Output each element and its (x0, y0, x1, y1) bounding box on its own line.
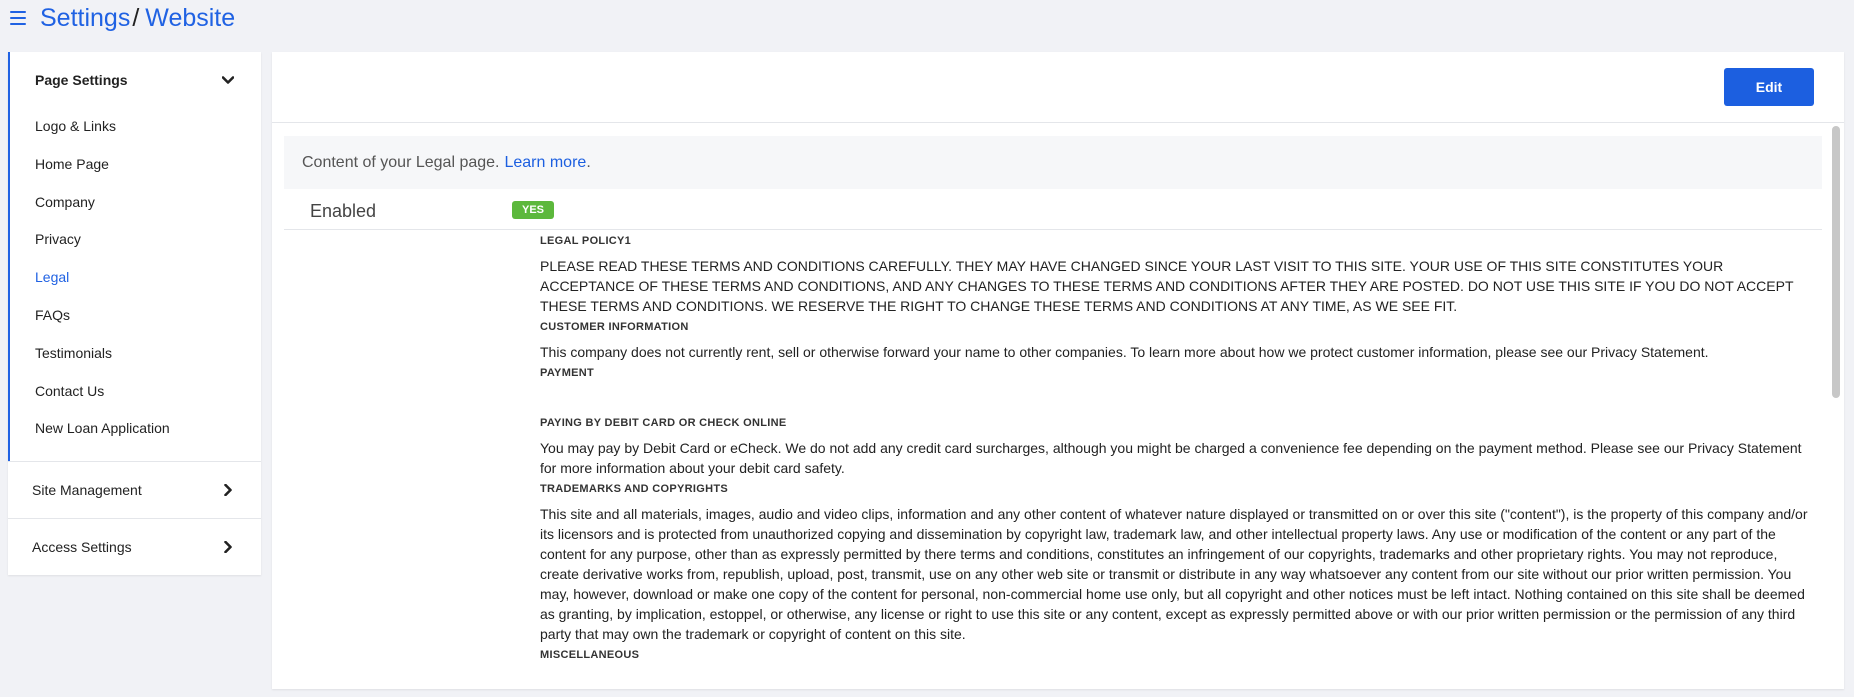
breadcrumb (40, 3, 235, 33)
top-bar (0, 0, 235, 36)
section-text-payment-empty (540, 388, 1812, 412)
chevron-right-icon (221, 483, 235, 497)
edit-button[interactable]: Edit (1724, 68, 1814, 106)
learn-more-link[interactable]: Learn more (504, 153, 587, 171)
section-title-payment: PAYMENT (540, 367, 595, 379)
sidebar-group-header-page-settings[interactable] (10, 52, 261, 108)
breadcrumb-separator: / (132, 4, 140, 32)
breadcrumb-settings[interactable]: Settings (40, 4, 131, 32)
enabled-label: Enabled (310, 201, 377, 221)
section-text-trademarks: This site and all materials, images, audio and video clips, information and any other content of whatever nature displayed or transmitted on or over this site ("content"), is the property of this company and/or its licensors and is protected from unauthorized copying and dissemination by copyright law, trademark law, and other intellectual property laws. Any use or modification of the content or any part of the content for any purpose, other than as expressly permitted by there terms and conditions, constitutes an infringement of our copyrights, trademarks and other proprietary rights. You may not reproduce, create derivative works from, republish, upload, post, transmit, use on any other web site or transmit or distribute in any way whatsoever any content from our site without our prior written permission. You may, however, download or make one copy of the content for personal, non-commercial home use only, but all copyright and other notices must be left intact. Nothing contained on this site shall be deemed as granting, by implication, estoppel, or otherwise, any license or right to use this site or any content, except as expressly permitted above or with our prior written permission or the permission of any third party that may own the trademark or copyright of content on this site. (540, 506, 1808, 642)
hamburger-menu-icon[interactable] (10, 11, 26, 25)
info-period: . (586, 153, 591, 171)
section-title-legal-policy: LEGAL POLICY1 (540, 235, 632, 247)
sidebar (8, 52, 261, 575)
section-title-miscellaneous: MISCELLANEOUS (540, 649, 640, 661)
sidebar-group-label: Site Management (32, 482, 142, 498)
sidebar-group-header-site-management[interactable] (8, 462, 261, 518)
sidebar-item-testimonials[interactable]: Testimonials (35, 344, 113, 361)
breadcrumb-website[interactable]: Website (145, 4, 236, 32)
enabled-row (284, 197, 1822, 230)
sidebar-item-privacy[interactable]: Privacy (35, 231, 81, 248)
legal-content (540, 233, 1812, 663)
sidebar-item-new-loan-application[interactable]: New Loan Application (35, 420, 170, 437)
section-title-trademarks: TRADEMARKS AND COPYRIGHTS (540, 483, 728, 495)
sidebar-group-page-settings (8, 52, 261, 461)
main-panel (272, 52, 1844, 689)
section-text-customer-information: This company does not currently rent, sell or otherwise forward your name to other companies. To learn more about how we protect customer information, please see our Privacy Statement. (540, 344, 1709, 360)
chevron-down-icon (221, 73, 235, 87)
section-text-legal-policy: PLEASE READ THESE TERMS AND CONDITIONS CAREFULLY. THEY MAY HAVE CHANGED SINCE YOUR LAST VISIT TO THIS SITE. YOUR USE OF THIS SITE CONSTITUTES YOUR ACCEPTANCE OF THESE TERMS AND CONDITIONS, AND ANY CHANGES TO THESE TERMS AND CONDITIONS AFTER THEY ARE POSTED. DO NOT USE THIS SITE IF YOU DO NOT ACCEPT THESE TERMS AND CONDITIONS. WE RESERVE THE RIGHT TO CHANGE THESE TERMS AND CONDITIONS AT ANY TIME, AS WE SEE FIT. (540, 258, 1794, 314)
sidebar-item-company[interactable]: Company (35, 193, 95, 210)
sidebar-group-label: Access Settings (32, 539, 132, 555)
chevron-right-icon (221, 540, 235, 554)
section-title-customer-information: CUSTOMER INFORMATION (540, 321, 689, 333)
section-title-paying-debit: PAYING BY DEBIT CARD OR CHECK ONLINE (540, 417, 787, 429)
info-text: Content of your Legal page. (302, 153, 500, 171)
sidebar-item-legal[interactable]: Legal (35, 269, 70, 286)
scrollbar-thumb[interactable] (1832, 126, 1840, 398)
sidebar-item-contact-us[interactable]: Contact Us (35, 382, 105, 399)
info-box (284, 136, 1822, 189)
sidebar-item-faqs[interactable]: FAQs (35, 306, 71, 323)
sidebar-group-header-access-settings[interactable] (8, 519, 261, 575)
section-text-paying-debit: You may pay by Debit Card or eCheck. We do not add any credit card surcharges, although you might be charged a convenience fee depending on the payment method. Please see our Privacy Statement for more information about your debit card safety. (540, 440, 1802, 476)
sidebar-group-label: Page Settings (35, 72, 128, 88)
sidebar-item-home-page[interactable]: Home Page (35, 155, 109, 172)
sidebar-item-logo-links[interactable]: Logo & Links (35, 118, 116, 134)
status-badge: YES (512, 201, 554, 219)
panel-header (272, 52, 1844, 123)
